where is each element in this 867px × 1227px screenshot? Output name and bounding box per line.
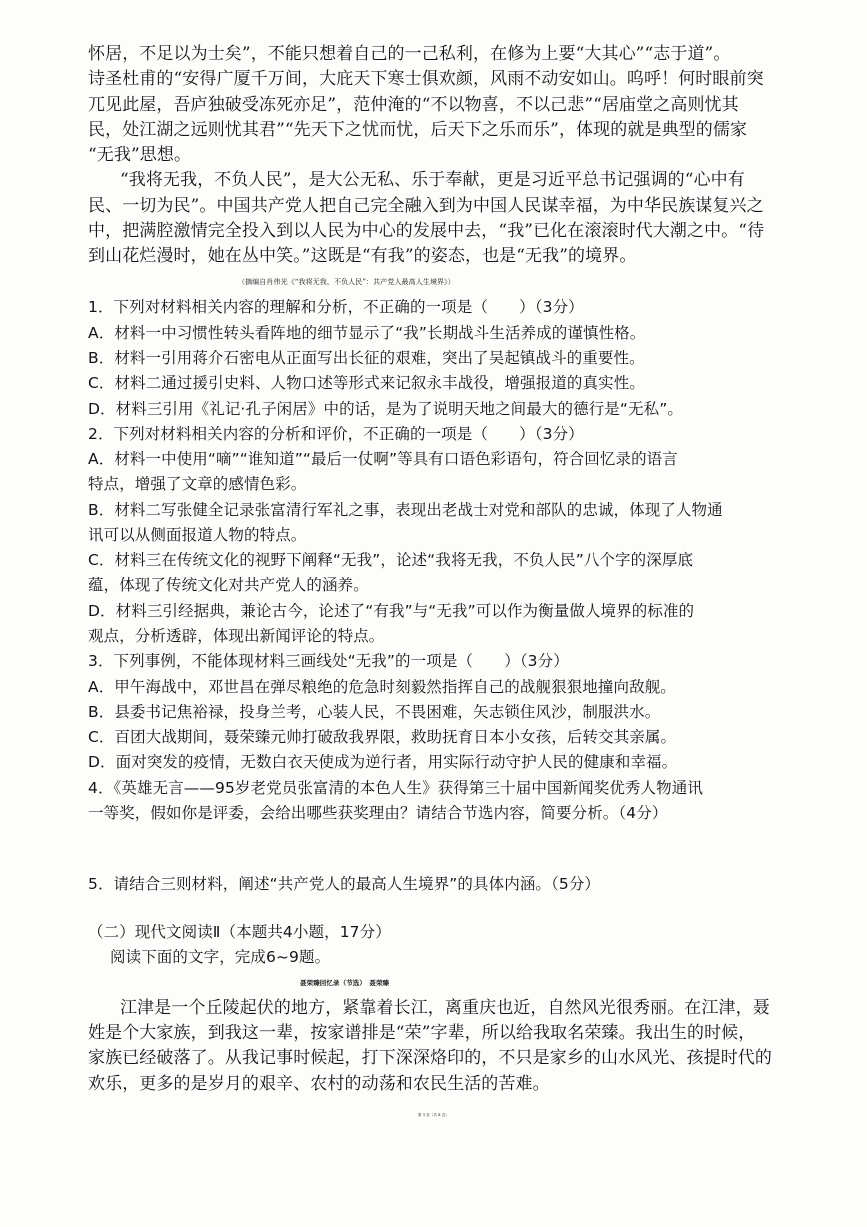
material3-paragraph-line: 民、一切为民”。中国共产党人把自己完全融入到为中国人民谋幸福，为中华民族谋复兴之 bbox=[88, 196, 764, 216]
passage-line: 家族已经破落了。从我记事时候起，打下深深烙印的，不只是家乡的山水风光、孩提时代的 bbox=[88, 1048, 772, 1068]
material3-paragraph-line: 到山花烂漫时，她在丛中笑。”这既是“有我”的姿态，也是“无我”的境界。 bbox=[88, 246, 637, 266]
question-5: 5．请结合三则材料，阐述“共产党人的最高人生境界”的具体内涵。（5分） bbox=[88, 875, 601, 893]
question-4-line2: 一等奖，假如你是评委，会给出哪些获奖理由？请结合节选内容，简要分析。（4分） bbox=[88, 804, 668, 822]
question-1: 1．下列对材料相关内容的理解和分析，不正确的一项是（ ）（3分） bbox=[88, 298, 584, 316]
material3-line: 民，处江湖之远则忧其君”“先天下之忧而忧，后天下之乐而乐”，体现的就是典型的儒家 bbox=[88, 120, 748, 140]
material3-paragraph-line: 中，把满腔激情完全投入到以人民为中心的发展中去，“我”已化在滚滚时代大潮之中。“待 bbox=[88, 221, 765, 241]
material3-line: “无我”思想。 bbox=[88, 145, 192, 165]
page-footer: 第 3 页（共 8 页） bbox=[417, 1113, 450, 1117]
option-line: A．材料一中习惯性转头看阵地的细节显示了“我”长期战斗生活养成的谨慎性格。 bbox=[88, 324, 646, 342]
material3-line: 兀见此屋，吾庐独破受冻死亦足”，范仲淹的“不以物喜，不以己悲”“居庙堂之高则忧其 bbox=[88, 95, 739, 115]
option-line: B．材料一引用蒋介石密电从正面写出长征的艰难，突出了吴起镇战斗的重要性。 bbox=[88, 349, 645, 367]
option-line: D．材料三引经据典，兼论古今，论述了“有我”与“无我”可以作为衡量做人境界的标准的 bbox=[88, 602, 695, 620]
option-line: C．百团大战期间，聂荣臻元帅打破敌我界限，救助抚育日本小女孩，后转交其亲属。 bbox=[88, 728, 677, 746]
material3-paragraph-line: “我将无我，不负人民”，是大公无私、乐于奉献，更是习近平总书记强调的“心中有 bbox=[120, 170, 745, 190]
option-line: D．面对突发的疫情，无数白衣天使成为逆行者，用实际行动守护人民的健康和幸福。 bbox=[88, 753, 678, 771]
passage-line: 姓是个大家族，到我这一辈，按家谱排是“荣”字辈，所以给我取名荣臻。我出生的时候， bbox=[88, 1023, 756, 1043]
option-line: C．材料三在传统文化的视野下阐释“无我”，论述“我将无我，不负人民”八个字的深厚底 bbox=[88, 551, 694, 569]
option-line: 特点，增强了文章的感情色彩。 bbox=[88, 475, 307, 493]
option-line: 观点，分析透辟，体现出新闻评论的特点。 bbox=[88, 627, 385, 645]
passage-title: 聂荣臻回忆录（节选） 聂荣臻 bbox=[300, 979, 390, 987]
option-line: 蕴，体现了传统文化对共产党人的涵养。 bbox=[88, 576, 369, 594]
section-instruction: 阅读下面的文字，完成6~9题。 bbox=[110, 948, 331, 966]
passage-line: 江津是一个丘陵起伏的地方，紧靠着长江，离重庆也近，自然风光很秀丽。在江津，聂 bbox=[120, 998, 770, 1018]
source-note: （摘编自肖伟光《“我将无我，不负人民”：共产党人最高人生境界》） bbox=[238, 278, 455, 286]
option-line: A．材料一中使用“嘀”“谁知道”“最后一仗啊”等具有口语色彩语句，符合回忆录的语言 bbox=[88, 450, 678, 468]
option-line: A．甲午海战中，邓世昌在弹尽粮绝的危急时刻毅然指挥自己的战舰狠狠地撞向敌舰。 bbox=[88, 678, 676, 696]
option-line: C．材料二通过援引史料、人物口述等形式来记叙永丰战役，增强报道的真实性。 bbox=[88, 374, 645, 392]
material3-line: 诗圣杜甫的“安得广厦千万间，大庇天下寒士俱欢颜，风雨不动安如山。呜呼！何时眼前突 bbox=[88, 69, 764, 89]
option-line: D．材料三引用《礼记·孔子闲居》中的话，是为了说明天地之间最大的德行是“无私”。 bbox=[88, 400, 683, 418]
question-3: 3．下列事例，不能体现材料三画线处“无我”的一项是（ ）（3分） bbox=[88, 652, 569, 670]
question-2: 2．下列对材料相关内容的分析和评价，不正确的一项是（ ）（3分） bbox=[88, 425, 584, 443]
option-line: 讯可以从侧面报道人物的特点。 bbox=[88, 526, 307, 544]
question-4: 4．《英雄无言——95岁老党员张富清的本色人生》获得第三十届中国新闻奖优秀人物通讯 bbox=[88, 779, 703, 797]
option-line: B．县委书记焦裕禄，投身兰考，心装人民，不畏困难，矢志锁住风沙，制服洪水。 bbox=[88, 703, 661, 721]
passage-line: 欢乐，更多的是岁月的艰辛、农村的动荡和农民生活的苦难。 bbox=[88, 1074, 550, 1094]
material3-line: 怀居，不足以为士矣”，不能只想着自己的一己私利，在修为上要“大其心”“志于道”。 bbox=[88, 44, 731, 64]
option-line: B．材料二写张健全记录张富清行军礼之事，表现出老战士对党和部队的忠诚，体现了人物通 bbox=[88, 501, 723, 519]
section-heading: （二）现代文阅读Ⅱ（本题共4小题，17分） bbox=[88, 923, 391, 941]
